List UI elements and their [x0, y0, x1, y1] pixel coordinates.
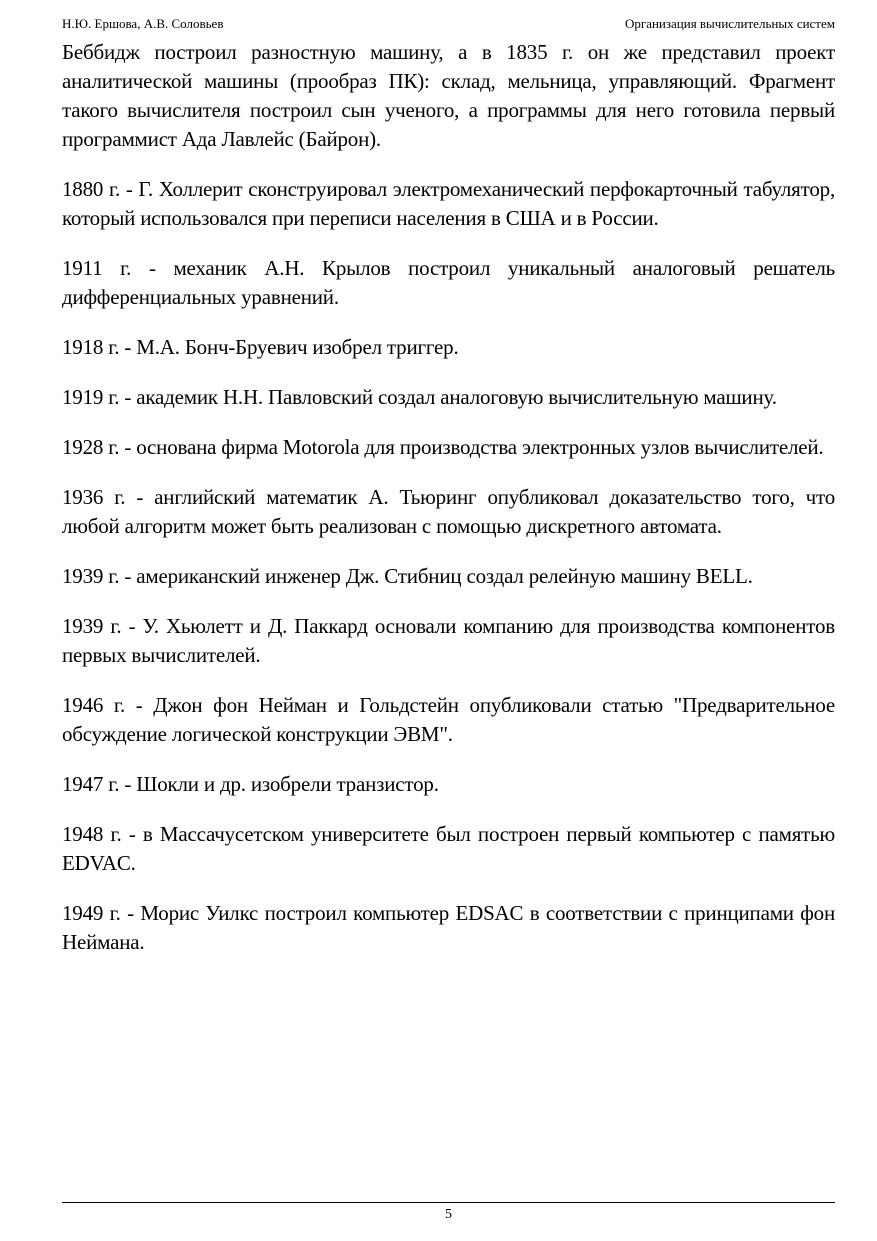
paragraph-1948: 1948 г. - в Массачусетском университете был построен первый компьютер с памятью EDVAC.: [62, 822, 835, 875]
paragraph-1928: 1928 г. - основана фирма Motorola для производства электронных узлов вычислителей.: [62, 435, 824, 459]
paragraph-1939-hp: 1939 г. - У. Хьюлетт и Д. Паккард основали компанию для производства компонентов первых вычислителей.: [62, 614, 835, 667]
paragraph-1936: 1936 г. - английский математик А. Тьюринг опубликовал доказательство того, что любой алгоритм может быть реализован с помощью дискретного автомата.: [62, 485, 835, 538]
paragraph-1919: 1919 г. - академик Н.Н. Павловский создал аналоговую вычислительную машину.: [62, 385, 777, 409]
paragraph-1911: 1911 г. - механик А.Н. Крылов построил уникальный аналоговый решатель дифференциальных уравнений.: [62, 256, 835, 309]
paragraph-1918: 1918 г. - М.А. Бонч-Бруевич изобрел триггер.: [62, 335, 459, 359]
footer-divider: [62, 1202, 835, 1203]
header-authors: Н.Ю. Ершова, А.В. Соловьев: [62, 16, 224, 31]
body-text: [62, 38, 835, 978]
paragraph-1880: 1880 г. - Г. Холлерит сконструировал электромеханический перфокарточный табулятор, который использовался при переписи населения в США и в России.: [62, 177, 835, 230]
document-page: [62, 0, 835, 1241]
running-header: [62, 16, 835, 32]
paragraph-1949: 1949 г. - Морис Уилкс построил компьютер EDSAC в соответствии с принципами фон Неймана.: [62, 901, 835, 954]
paragraph-1939-bell: 1939 г. - американский инженер Дж. Стибниц создал релейную машину BELL.: [62, 564, 753, 588]
header-title: Организация вычислительных систем: [624, 16, 835, 31]
paragraph-1946: 1946 г. - Джон фон Нейман и Гольдстейн опубликовали статью "Предварительное обсуждение логической конструкции ЭВМ".: [62, 693, 835, 746]
paragraph-babbage: Беббидж построил разностную машину, а в 1835 г. он же представил проект аналитической машины (прообраз ПК): склад, мельница, управляющий. Фрагмент такого вычислителя построил сын ученого, а программы для него готовила первый программист Ада Лавлейс (Байрон).: [62, 40, 835, 151]
page-number: 5: [445, 1207, 452, 1222]
paragraph-1947: 1947 г. - Шокли и др. изобрели транзистор.: [62, 772, 439, 796]
